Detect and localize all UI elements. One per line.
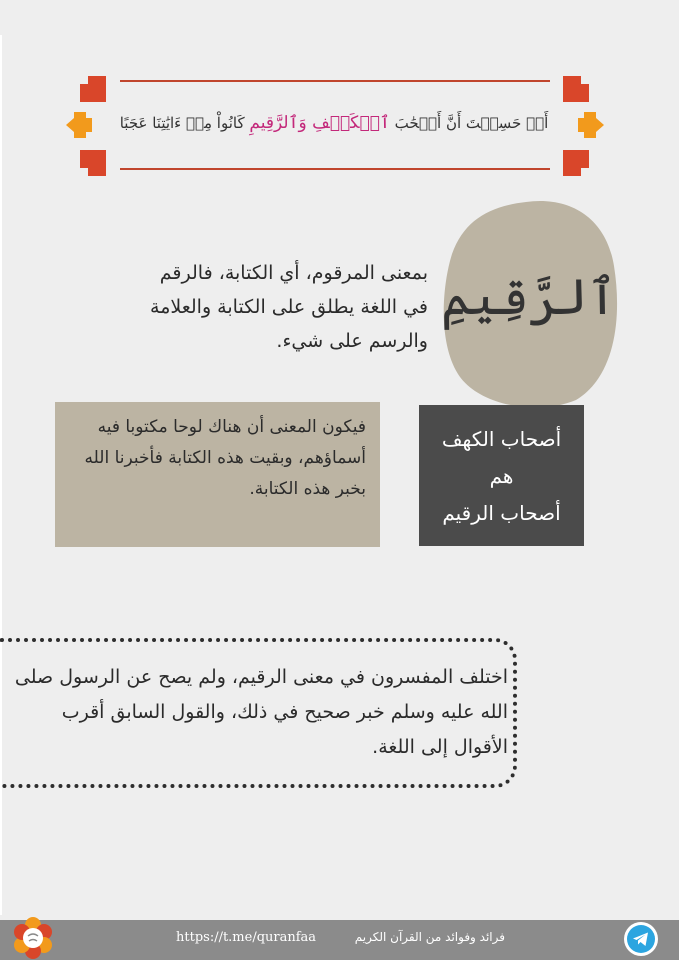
definition-text: بمعنى المرقوم، أي الكتابة، فالرقم في اللغة يطلق على الكتابة والعلامة والرسم على شيء.	[150, 262, 428, 352]
ornament-icon	[563, 150, 589, 176]
verse-bottom-rule	[120, 168, 550, 170]
ornament-icon	[80, 76, 106, 102]
ornament-icon	[563, 76, 589, 102]
logo-icon	[8, 915, 58, 960]
footer-title: فرائد وفوائد من القرآن الكريم	[354, 930, 505, 944]
dark-box-line-3: أصحاب الرقيم	[442, 501, 561, 525]
beige-box	[55, 402, 380, 547]
ornament-icon	[66, 112, 92, 138]
dotted-box-text: اختلف المفسرون في معنى الرقيم، ولم يصح عن الرسول صلى الله عليه وسلم خبر صحيح في ذلك، والقول السابق أقرب الأقوال إلى اللغة.	[14, 666, 508, 758]
dark-box-line-2: هم	[489, 464, 514, 488]
blob-word: ٱلرَّقِيمِ	[441, 268, 617, 326]
verse-top-rule	[120, 80, 550, 82]
dark-box-line-1: أصحاب الكهف	[441, 427, 562, 451]
footer-link[interactable]: https://t.me/quranfaa	[176, 930, 317, 945]
verse-after: كَانُواْ مِنۡ ءَايَٰتِنَا عَجَبًا	[119, 114, 250, 132]
telegram-icon[interactable]	[624, 922, 658, 956]
verse-highlight: ٱلۡكَهۡفِ وَٱلرَّقِيمِ	[249, 113, 390, 133]
ornament-icon	[578, 112, 604, 138]
ornament-icon	[80, 150, 106, 176]
verse-text	[108, 112, 560, 133]
dark-box	[419, 405, 584, 546]
verse-before: أَمۡ حَسِبۡتَ أَنَّ أَصۡحَٰبَ	[389, 114, 549, 132]
beige-box-text: فيكون المعنى أن هناك لوحا مكتوبا فيه أسماؤهم، وبقيت هذه الكتابة فأخبرنا الله بخبر هذه الكتابة.	[84, 417, 366, 499]
